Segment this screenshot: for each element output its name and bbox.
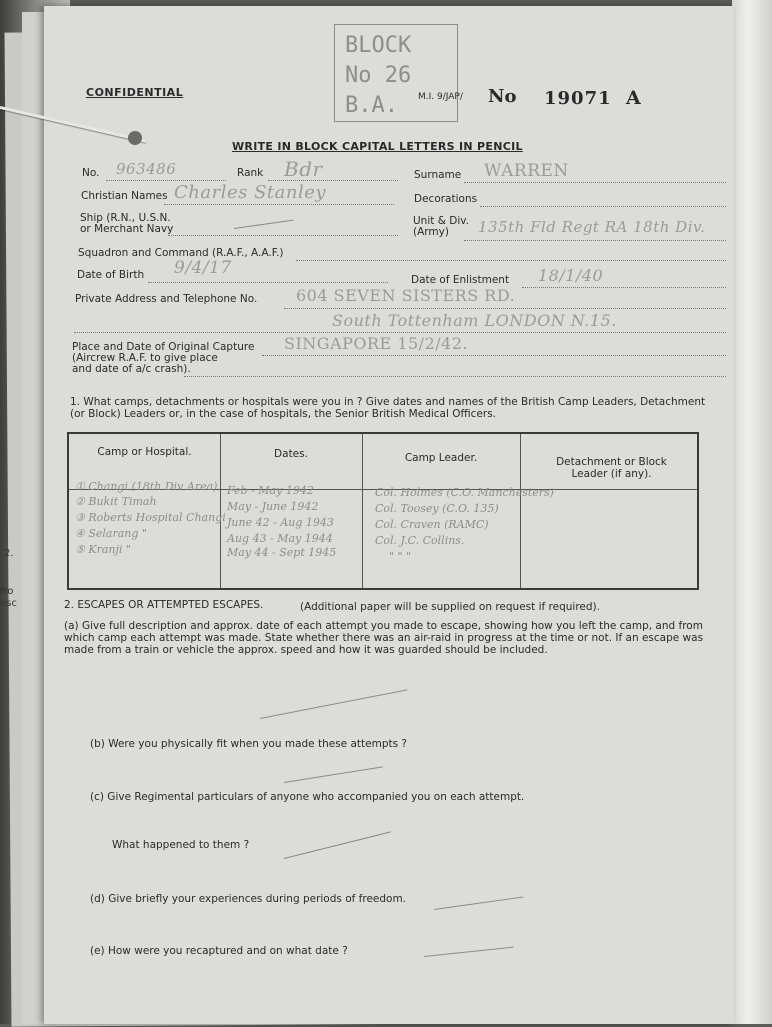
- pencil-dash: [434, 896, 523, 910]
- surname-value[interactable]: WARREN: [484, 161, 569, 181]
- address-line-1[interactable]: 604 SEVEN SISTERS RD.: [296, 286, 516, 305]
- question-2-title: 2. ESCAPES OR ATTEMPTED ESCAPES.: [64, 599, 264, 611]
- instruction-heading: WRITE IN BLOCK CAPITAL LETTERS IN PENCIL: [232, 140, 523, 153]
- margin-text: esc: [0, 598, 17, 609]
- question-2a: (a) Give full description and approx. date of each attempt you made to escape, showing how you left the camp, and from which camp each attempt was made. State whether there was an air-raid in progress at the time or not. If an escape was made from a train or vehicle the approx. speed and how it was guarded should be included.: [64, 620, 704, 656]
- dob-line: [148, 282, 388, 283]
- table-cell-dates: June 42 - Aug 1943: [227, 516, 334, 529]
- question-2c: (c) Give Regimental particulars of anyone who accompanied you on each attempt.: [90, 791, 525, 803]
- decorations-label: Decorations: [414, 193, 478, 205]
- ship-label: or Merchant Navy: [80, 223, 174, 235]
- pencil-dash: [284, 766, 383, 783]
- unit-label: Unit & Div.: [413, 215, 469, 227]
- capture-value[interactable]: SINGAPORE 15/2/42.: [284, 334, 469, 353]
- capture-label: Place and Date of Original Capture: [72, 341, 255, 353]
- christian-names-line: [164, 204, 394, 205]
- capture-label: and date of a/c crash).: [72, 363, 191, 375]
- unit-line: [464, 240, 726, 241]
- question-2e: (e) How were you recaptured and on what date ?: [90, 945, 348, 957]
- unit-value[interactable]: 135th Fld Regt RA 18th Div.: [478, 218, 706, 236]
- table-header-camp: Camp or Hospital.: [97, 446, 192, 458]
- enlistment-line: [522, 287, 726, 288]
- page-stack-edge: [732, 0, 772, 1024]
- stamp-line: No 26: [345, 63, 412, 88]
- question-2d: (d) Give briefly your experiences during periods of freedom.: [90, 893, 407, 905]
- surname-label: Surname: [414, 169, 462, 181]
- form-reference: M.I. 9/JAP/: [418, 92, 463, 102]
- table-header-leader: Camp Leader.: [404, 452, 478, 464]
- table-cell-camp: ④ Selarang ": [75, 527, 147, 540]
- squadron-label: Squadron and Command (R.A.F., A.A.F.): [78, 247, 284, 259]
- ship-label: Ship (R.N., U.S.N.: [80, 212, 171, 224]
- enlistment-label: Date of Enlistment: [411, 274, 510, 286]
- camps-table: [67, 432, 699, 590]
- no-label: No.: [82, 167, 100, 179]
- table-cell-leader: Col. J.C. Collins.: [375, 534, 465, 547]
- table-cell-dates: May 44 - Sept 1945: [227, 546, 337, 559]
- block-stamp: [334, 24, 458, 122]
- margin-text: 2.: [4, 548, 14, 559]
- capture-label: (Aircrew R.A.F. to give place: [72, 352, 218, 364]
- pencil-dash: [234, 220, 294, 229]
- no-line: [106, 180, 226, 181]
- question-2b: (b) Were you physically fit when you made these attempts ?: [90, 738, 407, 750]
- decorations-line: [480, 206, 726, 207]
- question-2c-followup: What happened to them ?: [112, 839, 250, 851]
- ship-line: [168, 235, 398, 236]
- christian-names-value[interactable]: Charles Stanley: [174, 182, 327, 203]
- address-line: [284, 308, 726, 309]
- enlistment-value[interactable]: 18/1/40: [538, 266, 604, 285]
- table-cell-camp: ⑤ Kranji ": [75, 543, 131, 556]
- table-cell-camp: ① Changi (18th Div Area): [75, 480, 218, 493]
- table-cell-dates: May - June 1942: [227, 500, 319, 513]
- table-header-dates: Dates.: [274, 448, 308, 460]
- table-cell-camp: ③ Roberts Hospital Changi: [75, 511, 226, 524]
- table-cell-dates: Feb - May 1942: [227, 484, 314, 497]
- punch-hole: [128, 131, 142, 145]
- confidential-heading: CONFIDENTIAL: [86, 86, 184, 99]
- squadron-line: [296, 260, 726, 261]
- pencil-dash: [424, 947, 514, 957]
- christian-names-label: Christian Names: [81, 190, 168, 202]
- dob-value[interactable]: 9/4/17: [174, 258, 232, 278]
- serial-suffix: A: [626, 87, 641, 109]
- stamp-line: B.A.: [345, 93, 398, 118]
- address-line-2[interactable]: South Tottenham LONDON N.15.: [332, 311, 617, 330]
- capture-line: [262, 355, 726, 356]
- address-label: Private Address and Telephone No.: [75, 293, 258, 305]
- surname-line: [464, 182, 726, 183]
- margin-text: fro: [0, 586, 14, 597]
- number-label: No: [488, 86, 517, 107]
- stamp-line: BLOCK: [345, 33, 412, 58]
- capture-line: [184, 376, 726, 377]
- question-2-note: (Additional paper will be supplied on request if required).: [300, 601, 600, 613]
- no-value[interactable]: 963486: [116, 160, 177, 178]
- address-line: [74, 332, 726, 333]
- table-cell-leader: Col. Craven (RAMC): [375, 518, 489, 531]
- table-cell-camp: ② Bukit Timah: [75, 495, 157, 508]
- pencil-dash: [284, 831, 391, 859]
- question-1: 1. What camps, detachments or hospitals were you in ? Give dates and names of the British Camp Leaders, Detachment (or Block) Leaders or, in the case of hospitals, the Senior British Medical Officers.: [70, 396, 706, 420]
- dob-label: Date of Birth: [77, 269, 145, 281]
- table-cell-leader: Col. Toosey (C.O. 135): [375, 502, 499, 515]
- pencil-dash: [260, 689, 407, 719]
- table-cell-dates: Aug 43 - May 1944: [227, 532, 333, 545]
- table-divider: [520, 434, 521, 588]
- table-cell-leader: " " ": [389, 550, 412, 563]
- table-cell-leader: Col. Holmes (C.O. Manchesters): [375, 486, 554, 499]
- rank-label: Rank: [237, 167, 264, 179]
- rank-value[interactable]: Bdr: [284, 157, 323, 181]
- table-header-detachment: Detachment or Block Leader (if any).: [556, 456, 667, 480]
- serial-number: 19071: [544, 88, 612, 109]
- unit-label: (Army): [413, 226, 449, 238]
